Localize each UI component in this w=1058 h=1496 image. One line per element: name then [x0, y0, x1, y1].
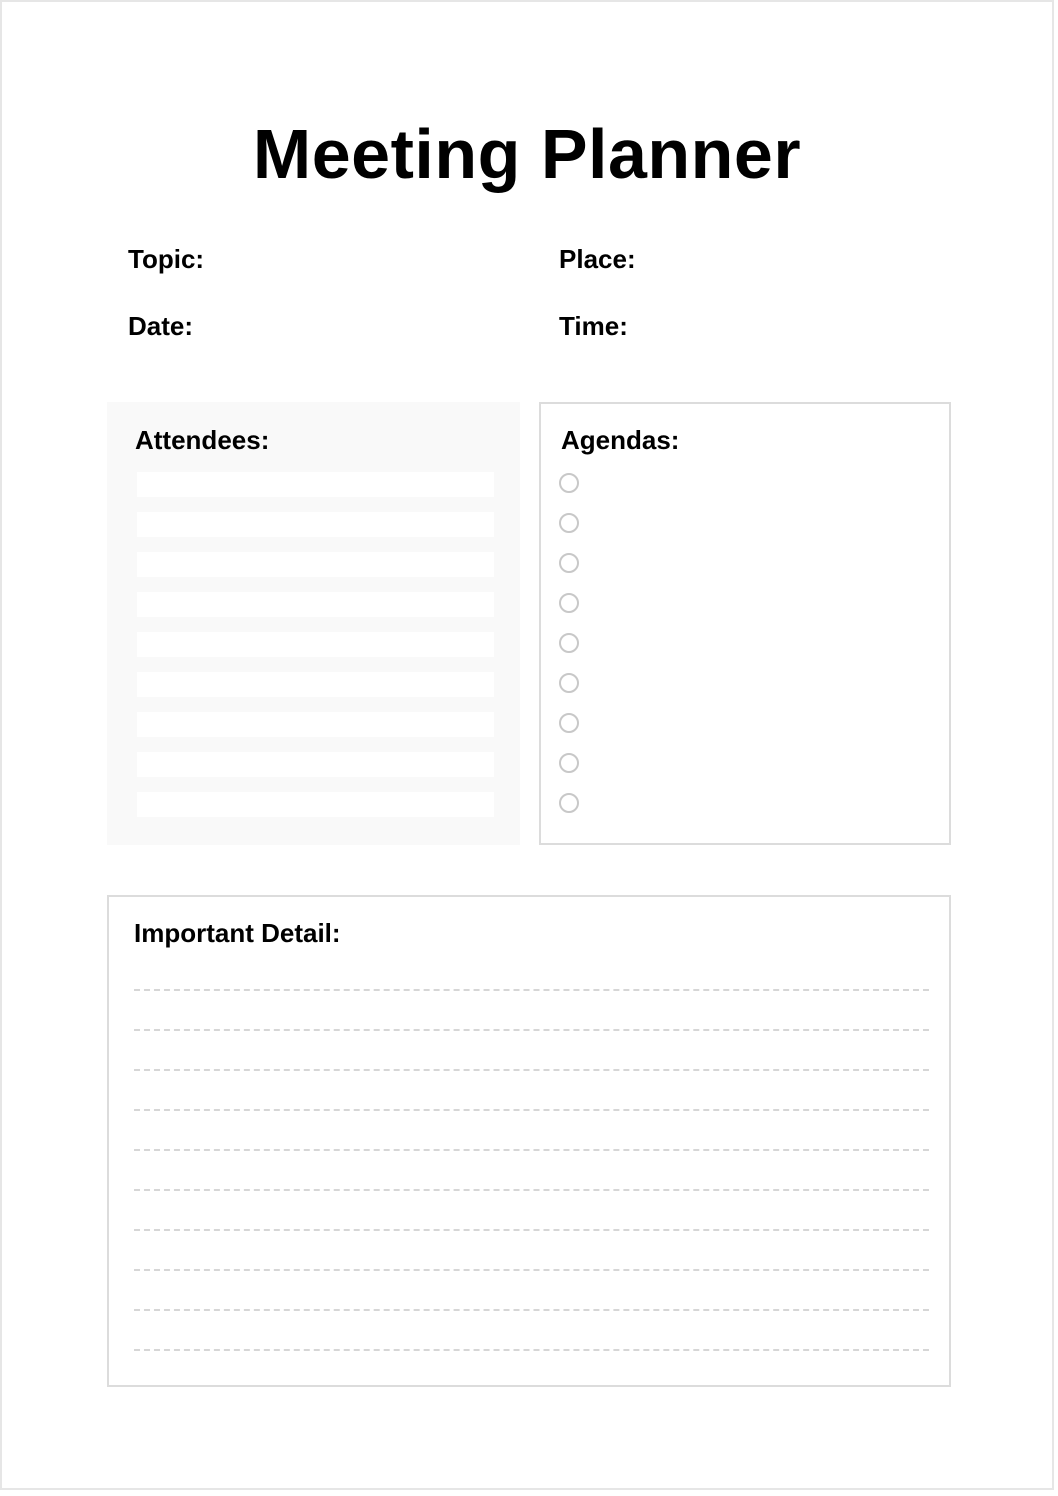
attendee-line[interactable] — [137, 512, 494, 537]
attendee-line[interactable] — [137, 752, 494, 777]
detail-lines — [134, 989, 929, 1389]
detail-line[interactable] — [134, 1149, 929, 1151]
detail-line[interactable] — [134, 1109, 929, 1111]
detail-line[interactable] — [134, 1229, 929, 1231]
attendee-line[interactable] — [137, 632, 494, 657]
important-detail-heading: Important Detail: — [134, 918, 341, 948]
detail-line[interactable] — [134, 1189, 929, 1191]
agenda-checkbox-icon[interactable] — [559, 593, 579, 613]
detail-line[interactable] — [134, 1029, 929, 1031]
date-label: Date: — [128, 311, 194, 341]
important-detail-section — [107, 895, 951, 1387]
attendee-line[interactable] — [137, 592, 494, 617]
place-label: Place: — [559, 244, 636, 274]
agendas-section — [539, 402, 951, 845]
page-title: Meeting Planner — [252, 115, 802, 193]
agenda-checkbox-icon[interactable] — [559, 713, 579, 733]
attendee-line[interactable] — [137, 712, 494, 737]
agenda-list — [559, 473, 579, 833]
agenda-checkbox-icon[interactable] — [559, 473, 579, 493]
attendee-line[interactable] — [137, 672, 494, 697]
agenda-checkbox-icon[interactable] — [559, 633, 579, 653]
detail-line[interactable] — [134, 1069, 929, 1071]
detail-line[interactable] — [134, 1349, 929, 1351]
detail-line[interactable] — [134, 1269, 929, 1271]
attendee-line[interactable] — [137, 472, 494, 497]
topic-label: Topic: — [128, 244, 205, 274]
detail-line[interactable] — [134, 1309, 929, 1311]
detail-line[interactable] — [134, 989, 929, 991]
attendees-section — [107, 402, 520, 845]
agenda-checkbox-icon[interactable] — [559, 793, 579, 813]
attendee-line[interactable] — [137, 792, 494, 817]
attendee-lines — [137, 472, 494, 832]
agendas-heading: Agendas: — [561, 425, 680, 455]
agenda-checkbox-icon[interactable] — [559, 673, 579, 693]
time-label: Time: — [559, 311, 628, 341]
attendee-line[interactable] — [137, 552, 494, 577]
agenda-checkbox-icon[interactable] — [559, 513, 579, 533]
agenda-checkbox-icon[interactable] — [559, 753, 579, 773]
attendees-heading: Attendees: — [135, 425, 270, 455]
agenda-checkbox-icon[interactable] — [559, 553, 579, 573]
